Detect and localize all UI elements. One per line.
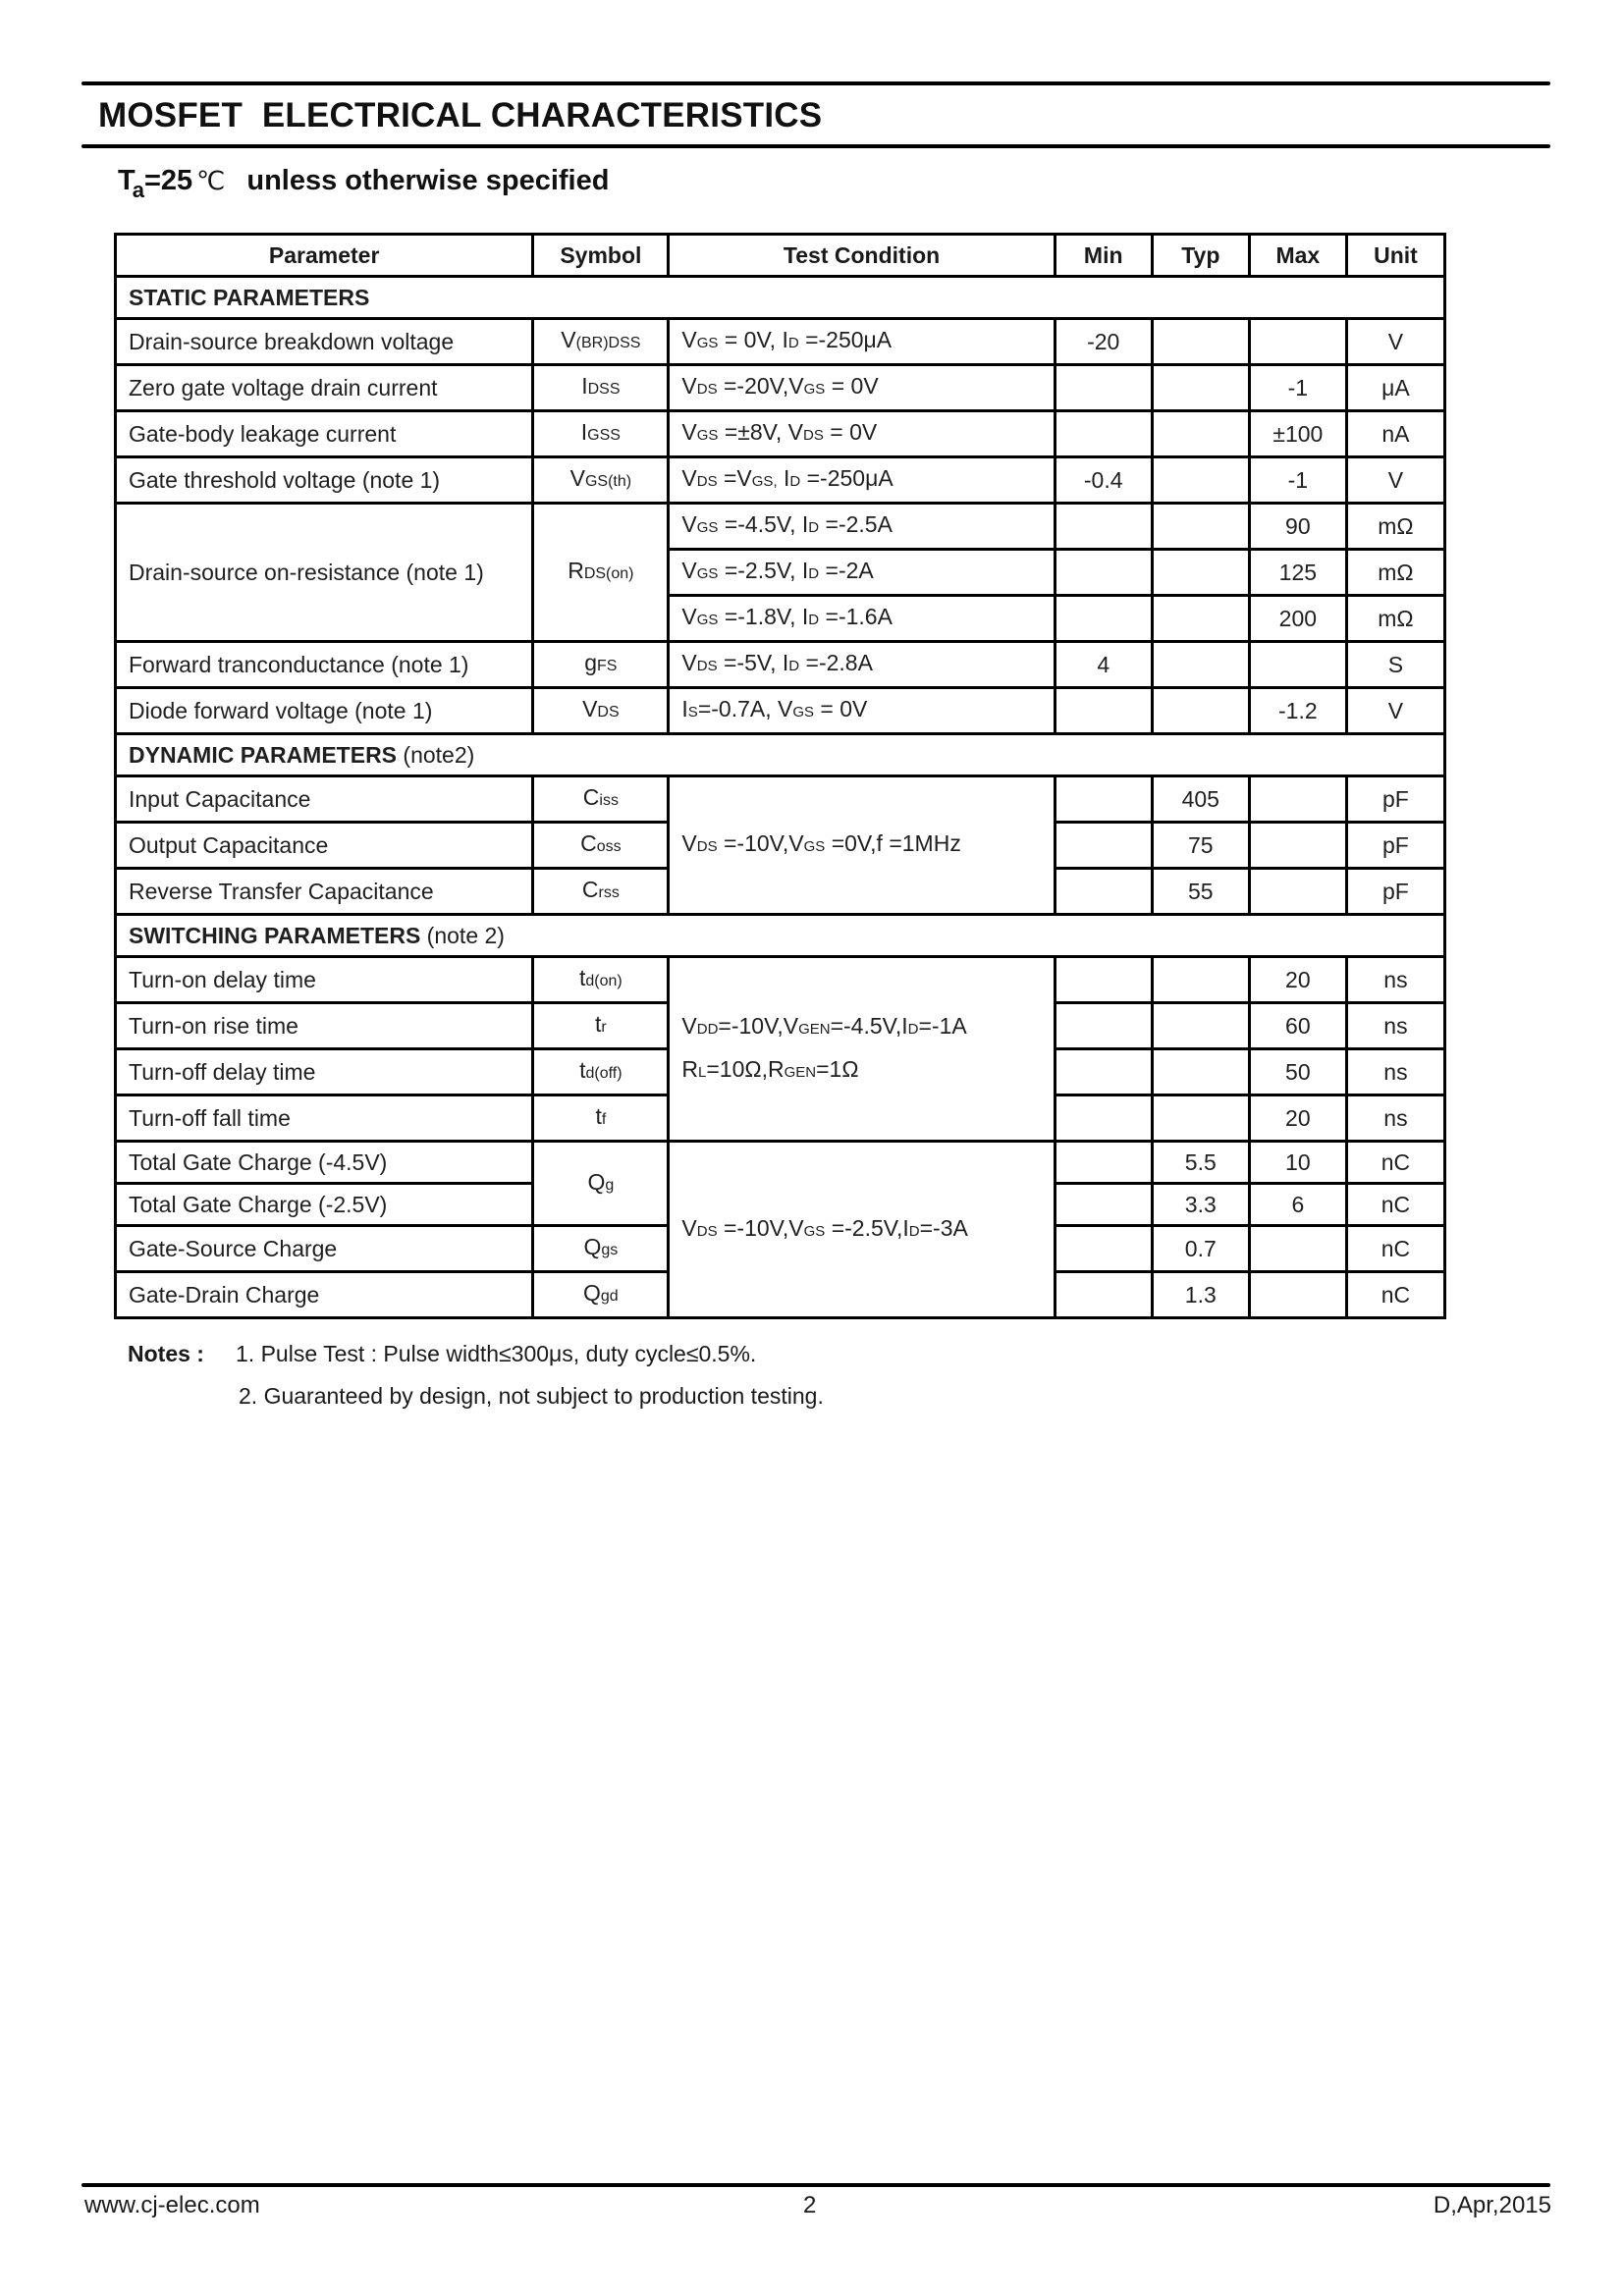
text-segment: V xyxy=(681,650,697,675)
subscript: f xyxy=(601,1111,607,1128)
subscript: GEN xyxy=(784,1063,817,1081)
section-title xyxy=(116,915,1445,957)
text-segment: =10Ω,R xyxy=(706,1055,785,1082)
subscript: GS xyxy=(792,704,815,721)
text-segment: R xyxy=(681,1055,699,1082)
text-segment: =-2.5V,I xyxy=(825,1214,909,1241)
symbol xyxy=(533,504,669,642)
max-value xyxy=(1249,869,1346,915)
subscript: DS xyxy=(696,473,718,490)
min-value xyxy=(1055,504,1152,550)
max-value xyxy=(1249,776,1346,823)
subscript: DS xyxy=(597,704,620,721)
test-condition xyxy=(669,957,1055,1142)
subscript: D xyxy=(808,612,820,628)
max-value: 200 xyxy=(1249,596,1346,642)
subscript: GSS xyxy=(587,427,621,444)
typ-value: 75 xyxy=(1152,823,1249,869)
text-segment: C xyxy=(580,830,597,856)
text-segment: =-10V,V xyxy=(718,1012,799,1039)
max-value: -1.2 xyxy=(1249,688,1346,734)
typ-value xyxy=(1152,1049,1249,1095)
parameter-name: Zero gate voltage drain current xyxy=(116,365,533,411)
condition-line xyxy=(681,1049,1041,1093)
table-row xyxy=(116,688,1445,734)
subscript: D xyxy=(907,1020,919,1038)
typ-value: 55 xyxy=(1152,869,1249,915)
typ-value xyxy=(1152,1095,1249,1142)
subscript: D xyxy=(787,335,799,351)
unit-value: V xyxy=(1346,688,1444,734)
table-row xyxy=(116,1142,1445,1184)
test-condition xyxy=(669,1142,1055,1318)
temp-subscript: a xyxy=(132,178,144,202)
min-value xyxy=(1055,688,1152,734)
text-segment: t xyxy=(595,1103,602,1129)
table-row xyxy=(116,411,1445,457)
section-header-row xyxy=(116,915,1445,957)
max-value: 6 xyxy=(1249,1184,1346,1226)
parameter-name: Gate-body leakage current xyxy=(116,411,533,457)
title-rule xyxy=(81,144,1550,148)
subscript: gs xyxy=(601,1242,619,1258)
subscript: DS xyxy=(696,838,718,855)
typ-value: 1.3 xyxy=(1152,1272,1249,1318)
text-segment: =-10V,V xyxy=(717,1214,804,1241)
subscript: D xyxy=(808,565,820,582)
section-header-row xyxy=(116,734,1445,776)
subscript: oss xyxy=(596,838,622,855)
subscript: GS, xyxy=(751,473,778,490)
max-value: 10 xyxy=(1249,1142,1346,1184)
max-value: -1 xyxy=(1249,365,1346,411)
text-segment: =-20V,V xyxy=(717,373,804,399)
unit-value: ns xyxy=(1346,1095,1444,1142)
section-name: SWITCHING PARAMETERS xyxy=(129,923,421,948)
subscript: GS xyxy=(803,1222,826,1240)
condition-line xyxy=(681,1208,1041,1252)
typ-value: 3.3 xyxy=(1152,1184,1249,1226)
test-condition xyxy=(669,457,1055,504)
subscript: iss xyxy=(599,792,619,809)
unit-value: nC xyxy=(1346,1226,1444,1272)
subscript: (BR)DSS xyxy=(575,335,641,351)
condition-line xyxy=(681,558,873,583)
text-segment: V xyxy=(569,465,585,491)
subscript: rss xyxy=(598,884,620,901)
text-segment: = 0V xyxy=(823,419,878,445)
text-segment: V xyxy=(681,511,697,537)
subscript: S xyxy=(687,704,698,721)
condition-line xyxy=(681,373,878,399)
unit-value: V xyxy=(1346,457,1444,504)
text-segment: = 0V, I xyxy=(718,327,788,352)
max-value xyxy=(1249,1226,1346,1272)
min-value xyxy=(1055,550,1152,596)
condition-line xyxy=(681,511,893,537)
section-note: (note2) xyxy=(397,742,475,768)
max-value: 20 xyxy=(1249,1095,1346,1142)
symbol xyxy=(533,688,669,734)
text-segment: =-250μA xyxy=(800,465,893,491)
celsius-unit: ℃ xyxy=(196,166,226,195)
text-segment: V xyxy=(681,327,697,352)
text-segment: V xyxy=(681,465,697,491)
condition-line xyxy=(681,824,1041,867)
max-value: 20 xyxy=(1249,957,1346,1003)
max-value xyxy=(1249,642,1346,688)
symbol xyxy=(533,1226,669,1272)
max-value: 60 xyxy=(1249,1003,1346,1049)
temp-symbol: T xyxy=(118,165,135,196)
table-header-row xyxy=(116,235,1445,277)
max-value xyxy=(1249,1272,1346,1318)
section-title xyxy=(116,734,1445,776)
text-segment: g xyxy=(584,650,598,675)
subscript: D xyxy=(789,473,801,490)
unit-value: μA xyxy=(1346,365,1444,411)
section-name: STATIC PARAMETERS xyxy=(129,285,370,310)
max-value xyxy=(1249,319,1346,365)
subscript: GS xyxy=(696,427,719,444)
text-segment: R xyxy=(568,558,584,583)
symbol xyxy=(533,1003,669,1049)
text-segment: t xyxy=(578,965,586,990)
top-rule xyxy=(81,81,1550,85)
page-number: 2 xyxy=(803,2192,817,2218)
min-value xyxy=(1055,1095,1152,1142)
text-segment: V xyxy=(681,830,697,856)
min-value xyxy=(1055,823,1152,869)
subscript: GS xyxy=(803,838,826,855)
subscript: DS xyxy=(696,658,718,674)
subscript: DS xyxy=(696,1222,718,1240)
text-segment: V xyxy=(582,696,598,721)
unit-value: S xyxy=(1346,642,1444,688)
table-row xyxy=(116,365,1445,411)
symbol xyxy=(533,457,669,504)
footer-website-link[interactable]: www.cj-elec.com xyxy=(84,2192,260,2218)
min-value xyxy=(1055,1272,1152,1318)
text-segment: =-0.7A, V xyxy=(697,696,793,721)
subscript: GS xyxy=(803,381,826,398)
ambient-condition xyxy=(118,165,610,202)
min-value: -0.4 xyxy=(1055,457,1152,504)
typ-value xyxy=(1152,596,1249,642)
parameter-name: Output Capacitance xyxy=(116,823,533,869)
table-row xyxy=(116,504,1445,550)
parameter-name: Diode forward voltage (note 1) xyxy=(116,688,533,734)
text-segment: V xyxy=(681,1214,697,1241)
text-segment: V xyxy=(681,604,697,629)
text-segment: t xyxy=(579,1057,586,1083)
symbol xyxy=(533,365,669,411)
subscript: d(on) xyxy=(585,973,623,989)
text-segment: t xyxy=(595,1011,602,1037)
test-condition xyxy=(669,596,1055,642)
subscript: L xyxy=(698,1063,707,1081)
parameter-name: Gate-Source Charge xyxy=(116,1226,533,1272)
text-segment: V xyxy=(681,1012,697,1039)
max-value: 50 xyxy=(1249,1049,1346,1095)
column-header-test-condition: Test Condition xyxy=(669,235,1055,277)
column-header-min: Min xyxy=(1055,235,1152,277)
parameter-name: Gate-Drain Charge xyxy=(116,1272,533,1318)
min-value xyxy=(1055,957,1152,1003)
max-value: ±100 xyxy=(1249,411,1346,457)
temp-value: =25 xyxy=(143,165,193,196)
condition-line xyxy=(681,650,873,675)
section-header-row xyxy=(116,277,1445,319)
symbol xyxy=(533,319,669,365)
table-row xyxy=(116,642,1445,688)
unit-value: pF xyxy=(1346,776,1444,823)
text-segment: =-2.5A xyxy=(819,511,893,537)
subscript: GS xyxy=(696,519,719,536)
text-segment: Q xyxy=(587,1168,606,1195)
parameter-name: Drain-source breakdown voltage xyxy=(116,319,533,365)
typ-value xyxy=(1152,550,1249,596)
min-value xyxy=(1055,1184,1152,1226)
typ-value xyxy=(1152,957,1249,1003)
subscript: g xyxy=(605,1176,615,1194)
parameter-name: Total Gate Charge (-2.5V) xyxy=(116,1184,533,1226)
text-segment: V xyxy=(681,558,697,583)
footer-rule xyxy=(81,2183,1550,2187)
text-segment: C xyxy=(582,784,600,810)
condition-line xyxy=(681,604,893,629)
unit-value: nC xyxy=(1346,1142,1444,1184)
test-condition xyxy=(669,642,1055,688)
unit-value: pF xyxy=(1346,823,1444,869)
min-value xyxy=(1055,1226,1152,1272)
text-segment: Q xyxy=(583,1234,602,1259)
subscript: GS xyxy=(696,612,719,628)
condition-text: unless otherwise specified xyxy=(246,165,610,196)
table-row xyxy=(116,319,1445,365)
subscript: GS xyxy=(696,335,719,351)
parameter-name: Turn-on delay time xyxy=(116,957,533,1003)
min-value xyxy=(1055,869,1152,915)
subscript: DS(on) xyxy=(583,565,634,582)
subscript: D xyxy=(908,1222,920,1240)
text-segment: =±8V, V xyxy=(718,419,804,445)
subscript: D xyxy=(808,519,820,536)
column-header-unit: Unit xyxy=(1346,235,1444,277)
text-segment: Q xyxy=(583,1280,601,1306)
typ-value: 405 xyxy=(1152,776,1249,823)
text-segment: =-5V, I xyxy=(717,650,789,675)
parameter-name: Turn-off fall time xyxy=(116,1095,533,1142)
table-row xyxy=(116,957,1445,1003)
typ-value xyxy=(1152,457,1249,504)
text-segment: =1Ω xyxy=(816,1055,859,1082)
unit-value: ns xyxy=(1346,1003,1444,1049)
unit-value: ns xyxy=(1346,957,1444,1003)
text-segment: =-1A xyxy=(918,1012,967,1039)
symbol xyxy=(533,1095,669,1142)
test-condition xyxy=(669,550,1055,596)
symbol xyxy=(533,823,669,869)
unit-value: pF xyxy=(1346,869,1444,915)
text-segment: V xyxy=(681,373,697,399)
min-value xyxy=(1055,411,1152,457)
condition-line xyxy=(681,465,893,491)
symbol xyxy=(533,411,669,457)
symbol xyxy=(533,869,669,915)
section-title xyxy=(116,277,1445,319)
subscript: GS xyxy=(696,565,719,582)
symbol xyxy=(533,1142,669,1226)
max-value: -1 xyxy=(1249,457,1346,504)
symbol xyxy=(533,642,669,688)
text-segment: I xyxy=(681,696,688,721)
parameter-name: Total Gate Charge (-4.5V) xyxy=(116,1142,533,1184)
text-segment: =-1.8V, I xyxy=(718,604,809,629)
text-segment: I xyxy=(581,373,588,399)
section-note: (note 2) xyxy=(420,923,505,948)
condition-line xyxy=(681,1006,1041,1049)
parameter-name: Reverse Transfer Capacitance xyxy=(116,869,533,915)
text-segment: =-1.6A xyxy=(819,604,893,629)
subscript: DS xyxy=(803,427,824,444)
text-segment: =-4.5V, I xyxy=(718,511,809,537)
subscript: D xyxy=(788,658,800,674)
text-segment: I xyxy=(580,419,588,445)
note-item: 2. Guaranteed by design, not subject to production testing. xyxy=(239,1383,824,1409)
text-segment: V xyxy=(561,327,576,352)
text-segment: =-250μA xyxy=(798,327,893,352)
text-segment: = 0V xyxy=(814,696,868,721)
unit-value: mΩ xyxy=(1346,504,1444,550)
condition-line xyxy=(681,327,892,352)
typ-value xyxy=(1152,365,1249,411)
min-value xyxy=(1055,596,1152,642)
condition-line xyxy=(681,696,867,721)
max-value: 125 xyxy=(1249,550,1346,596)
test-condition xyxy=(669,688,1055,734)
text-segment: =-2.8A xyxy=(799,650,873,675)
typ-value xyxy=(1152,504,1249,550)
subscript: gd xyxy=(600,1288,619,1305)
column-header-parameter: Parameter xyxy=(116,235,533,277)
unit-value: nC xyxy=(1346,1184,1444,1226)
text-segment: =-2A xyxy=(819,558,874,583)
test-condition xyxy=(669,776,1055,915)
unit-value: mΩ xyxy=(1346,596,1444,642)
text-segment: C xyxy=(581,877,599,902)
typ-value xyxy=(1152,1003,1249,1049)
typ-value: 5.5 xyxy=(1152,1142,1249,1184)
note-item: 1. Pulse Test : Pulse width≤300μs, duty cycle≤0.5%. xyxy=(236,1341,757,1366)
notes-label: Notes : xyxy=(128,1341,204,1366)
symbol xyxy=(533,776,669,823)
subscript: DSS xyxy=(587,381,621,398)
electrical-characteristics-table xyxy=(114,233,1446,1319)
subscript: d(off) xyxy=(585,1065,623,1082)
test-condition xyxy=(669,365,1055,411)
table-row xyxy=(116,457,1445,504)
text-segment: =-10V,V xyxy=(717,830,804,856)
min-value: 4 xyxy=(1055,642,1152,688)
symbol xyxy=(533,1272,669,1318)
min-value xyxy=(1055,1003,1152,1049)
test-condition xyxy=(669,411,1055,457)
test-condition xyxy=(669,319,1055,365)
column-header-symbol: Symbol xyxy=(533,235,669,277)
min-value: -20 xyxy=(1055,319,1152,365)
column-header-typ: Typ xyxy=(1152,235,1249,277)
text-segment: =-4.5V,I xyxy=(830,1012,908,1039)
unit-value: nC xyxy=(1346,1272,1444,1318)
revision-date: D,Apr,2015 xyxy=(1433,2192,1551,2218)
parameter-name: Drain-source on-resistance (note 1) xyxy=(116,504,533,642)
text-segment: I xyxy=(777,465,790,491)
typ-value: 0.7 xyxy=(1152,1226,1249,1272)
subscript: DD xyxy=(696,1020,719,1038)
subscript: FS xyxy=(597,658,618,674)
symbol xyxy=(533,1049,669,1095)
min-value xyxy=(1055,1142,1152,1184)
condition-line xyxy=(681,419,877,445)
parameter-name: Input Capacitance xyxy=(116,776,533,823)
parameter-name: Turn-off delay time xyxy=(116,1049,533,1095)
parameter-name: Forward tranconductance (note 1) xyxy=(116,642,533,688)
unit-value: ns xyxy=(1346,1049,1444,1095)
min-value xyxy=(1055,1049,1152,1095)
typ-value xyxy=(1152,319,1249,365)
parameter-name: Gate threshold voltage (note 1) xyxy=(116,457,533,504)
column-header-max: Max xyxy=(1249,235,1346,277)
max-value xyxy=(1249,823,1346,869)
symbol xyxy=(533,957,669,1003)
subscript: GS(th) xyxy=(584,473,632,490)
text-segment: =V xyxy=(717,465,752,491)
unit-value: mΩ xyxy=(1346,550,1444,596)
parameter-name: Turn-on rise time xyxy=(116,1003,533,1049)
subscript: r xyxy=(601,1019,607,1036)
text-segment: =-3A xyxy=(919,1214,968,1241)
unit-value: V xyxy=(1346,319,1444,365)
section-name: DYNAMIC PARAMETERS xyxy=(129,742,398,768)
test-condition xyxy=(669,504,1055,550)
typ-value xyxy=(1152,411,1249,457)
typ-value xyxy=(1152,642,1249,688)
table-row xyxy=(116,776,1445,823)
subscript: DS xyxy=(696,381,718,398)
page-title: MOSFET ELECTRICAL CHARACTERISTICS xyxy=(98,96,823,134)
min-value xyxy=(1055,776,1152,823)
max-value: 90 xyxy=(1249,504,1346,550)
text-segment: = 0V xyxy=(825,373,879,399)
subscript: GEN xyxy=(798,1020,831,1038)
typ-value xyxy=(1152,688,1249,734)
text-segment: =0V,f =1MHz xyxy=(825,830,961,856)
unit-value: nA xyxy=(1346,411,1444,457)
text-segment: =-2.5V, I xyxy=(718,558,809,583)
text-segment: V xyxy=(681,419,697,445)
min-value xyxy=(1055,365,1152,411)
